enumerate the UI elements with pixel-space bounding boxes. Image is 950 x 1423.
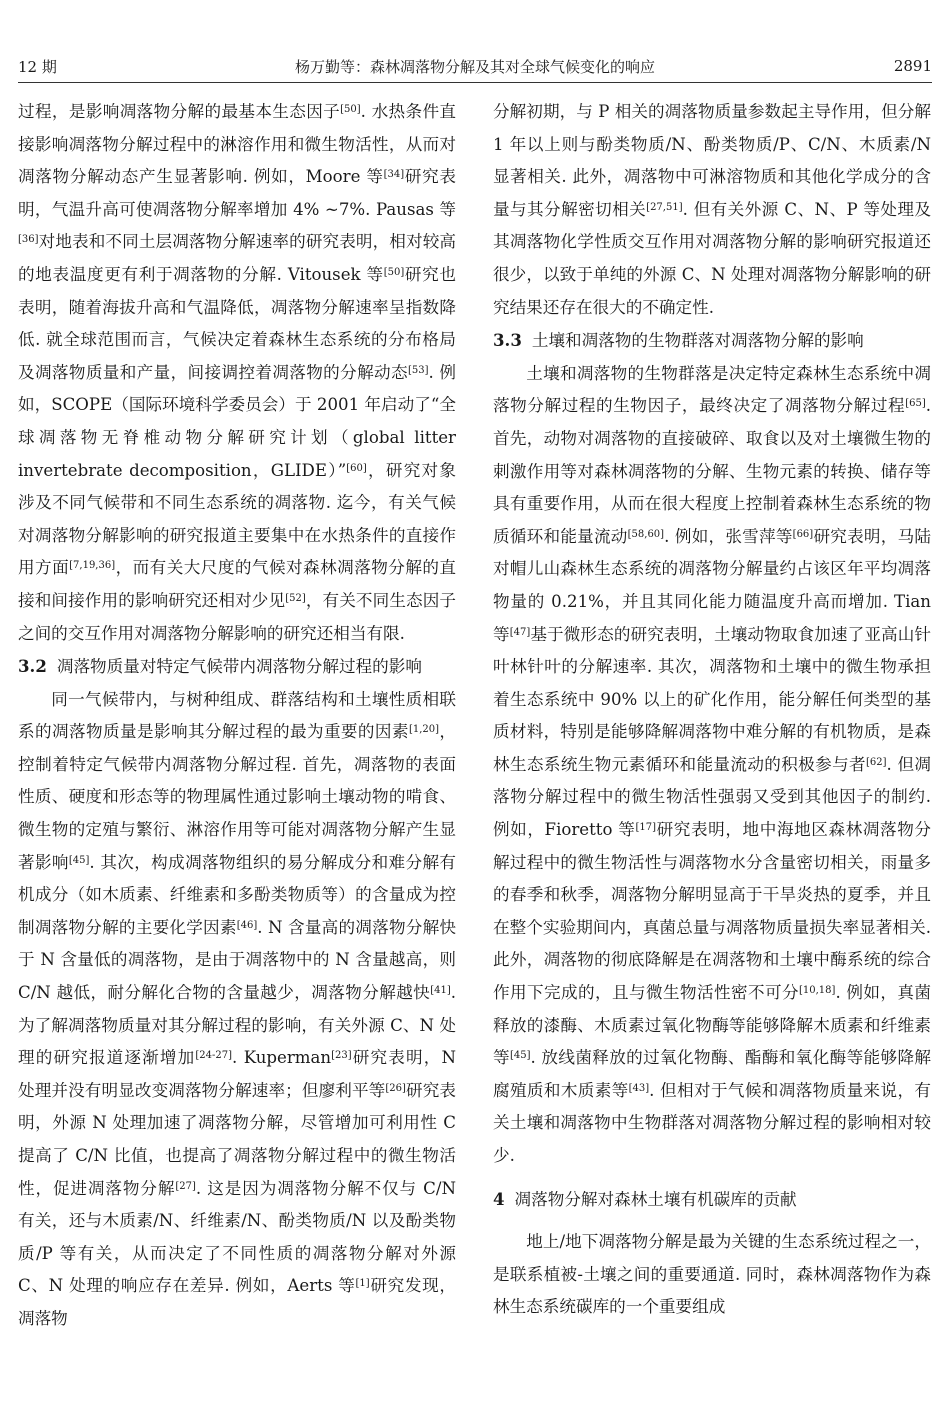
citation[interactable]: [24-27]	[195, 1050, 233, 1062]
citation[interactable]: [50]	[383, 266, 405, 278]
section-heading	[493, 324, 931, 358]
citation[interactable]: [34]	[383, 169, 405, 181]
citation[interactable]: [46]	[236, 919, 258, 931]
running-header	[18, 50, 932, 83]
citation[interactable]: [50]	[340, 104, 361, 115]
citation[interactable]: [41]	[430, 985, 451, 997]
running-title: 杨万勤等：森林凋落物分解及其对全球气候变化的响应	[294, 57, 655, 76]
citation[interactable]: [7,19,36]	[69, 560, 116, 572]
left-column	[18, 96, 456, 1336]
citation[interactable]: [26]	[385, 1082, 406, 1094]
citation[interactable]: [53]	[407, 364, 429, 376]
citation[interactable]: [36]	[18, 234, 39, 246]
section-heading	[493, 1183, 931, 1217]
citation[interactable]: [10,18]	[799, 985, 836, 997]
section-number: 4	[493, 1188, 505, 1209]
paragraph: 同一气候带内，与树种组成、群落结构和土壤性质相联系的凋落物质量是影响其分解过程的最为重要的因素[1,20]，控制着特定气候带内凋落物分解过程. 首先，凋落物的表面性质、硬度和形态等的物理属性通过影响土壤动物的啃食、微生物的定殖与繁衍、淋溶作用等可能对凋落物分解产生显著影响[45]. 其次，构成凋落物组织的易分解成分和难分解有机成分（如木质素、纤维素和多酚类物质等）的含量成为控制凋落物分解的主要化学因素[46]. N 含量高的凋落物分解快于 N 含量低的凋落物，是由于凋落物中的 N 含量越高，则 C/N 越低，耐分解化合物的含量越少，凋落物分解越快[41]. 为了解凋落物质量对其分解过程的影响，有关外源 C、N 处理的研究报道逐渐增加[24-27]. Kuperman[23]研究表明，N 处理并没有明显改变凋落物分解速率；但廖利平等[26]研究表明，外源 N 处理加速了凋落物分解，尽管增加可利用性 C 提高了 C/N 比值，也提高了凋落物分解过程中的微生物活性，促进凋落物分解[27]. 这是因为凋落物分解不仅与 C/N 有关，还与木质素/N、纤维素/N、酚类物质/N 以及酚类物质/P 等有关，从而决定了不同性质的凋落物分解对外源 C、N 处理的响应存在差异. 例如，Aerts 等[1]研究发现，凋落物	[18, 689, 457, 1328]
citation[interactable]: [47]	[509, 626, 531, 638]
section-number: 3.3	[493, 330, 522, 351]
citation[interactable]: [27,51]	[646, 201, 683, 213]
citation[interactable]: [58,60]	[627, 528, 665, 540]
page-number: 2891	[893, 57, 932, 75]
citation[interactable]: [23]	[331, 1050, 352, 1062]
section-heading	[18, 650, 456, 684]
citation[interactable]: [66]	[792, 528, 814, 540]
citation[interactable]: [52]	[285, 592, 306, 604]
issue-number: 12 期	[18, 57, 57, 76]
citation[interactable]: [60]	[346, 462, 367, 474]
citation[interactable]: [65]	[905, 398, 926, 410]
citation[interactable]: [45]	[68, 854, 90, 866]
citation[interactable]: [62]	[866, 756, 887, 768]
section-spacer	[493, 1216, 931, 1226]
right-column	[493, 96, 931, 1324]
citation[interactable]: [1,20]	[408, 724, 440, 736]
section-title: 土壤和凋落物的生物群落对凋落物分解的影响	[531, 331, 864, 351]
paragraph: 土壤和凋落物的生物群落是决定特定森林生态系统中凋落物分解过程的生物因子，最终决定了凋落物分解过程[65]. 首先，动物对凋落物的直接破碎、取食以及对土壤微生物的刺激作用等对森林凋落物的分解、生物元素的转换、储存等具有重要作用，从而在很大程度上控制着森林生态系统的物质循环和能量流动[58,60]. 例如，张雪萍等[66]研究表明，马陆对帽儿山森林生态系统的凋落物分解量约占该区年平均凋落物量的 0.21%，并且其同化能力随温度升高而增加. Tian 等[47]基于微形态的研究表明，土壤动物取食加速了亚高山针叶林针叶的分解速率. 其次，凋落物和土壤中的微生物承担着生态系统中 90% 以上的矿化作用，能分解任何类型的基质材料，特别是能够降解凋落物中难分解的有机物质，是森林生态系统生物元素循环和能量流动的积极参与者[62]. 但凋落物分解过程中的微生物活性强弱又受到其他因子的制约. 例如，Fioretto 等[17]研究表明，地中海地区森林凋落物分解过程中的微生物活性与凋落物水分含量密切相关，雨量多的春季和秋季，凋落物分解明显高于干旱炎热的夏季，并且在整个实验期间内，真菌总量与凋落物质量损失率显著相关. 此外，凋落物的彻底降解是在凋落物和土壤中酶系统的综合作用下完成的，且与微生物活性密不可分[10,18]. 例如，真菌释放的漆酶、木质素过氧化物酶等能够降解木质素和纤维素等[45]. 放线菌释放的过氧化物酶、酯酶和氧化酶等能够降解腐殖质和木质素等[43]. 但相对于气候和凋落物质量来说，有关土壤和凋落物中生物群落对凋落物分解过程的影响相对较少.	[493, 363, 932, 1165]
section-title: 凋落物分解对森林土壤有机碳库的贡献	[514, 1189, 797, 1209]
citation[interactable]: [1]	[355, 1278, 370, 1290]
section-spacer	[493, 1173, 931, 1183]
citation[interactable]: [45]	[509, 1050, 531, 1062]
section-title: 凋落物质量对特定气候带内凋落物分解过程的影响	[56, 657, 422, 677]
paragraph: 分解初期，与 P 相关的凋落物质量参数起主导作用，但分解 1 年以上则与酚类物质/N、酚类物质/P、C/N、木质素/N 显著相关. 此外，凋落物中可淋溶物质和其他化学成分的含量与其分解密切相关[27,51]. 但有关外源 C、N、P 等处理及其凋落物化学性质交互作用对凋落物分解的影响研究报道还很少，以致于单纯的外源 C、N 处理对凋落物分解影响的研究结果还存在很大的不确定性.	[493, 102, 931, 317]
paragraph: 过程，是影响凋落物分解的最基本生态因子[50]. 水热条件直接影响凋落物分解过程中的淋溶作用和微生物活性，从而对凋落物分解动态产生显著影响. 例如，Moore 等[34]研究表明，气温升高可使凋落物分解率增加 4% ~7%. Pausas 等[36]对地表和不同土层凋落物分解速率的研究表明，相对较高的地表温度更有利于凋落物的分解. Vitousek 等[50]研究也表明，随着海拔升高和气温降低，凋落物分解速率呈指数降低. 就全球范围而言，气候决定着森林生态系统的分布格局及凋落物质量和产量，间接调控着凋落物的分解动态[53]. 例如，SCOPE（国际环境科学委员会）于 2001 年启动了“全球凋落物无脊椎动物分解研究计划（global litter invertebrate decomposition，GLIDE）”[60]，研究对象涉及不同气候带和不同生态系统的凋落物. 迄今，有关气候对凋落物分解影响的研究报道主要集中在水热条件的直接作用方面[7,19,36]，而有关大尺度的气候对森林凋落物分解的直接和间接作用的影响研究还相对少见[52]，有关不同生态因子之间的交互作用对凋落物分解影响的研究还相当有限.	[18, 102, 457, 643]
citation[interactable]: [17]	[635, 822, 657, 834]
paragraph: 地上/地下凋落物分解是最为关键的生态系统过程之一，是联系植被-土壤之间的重要通道. 同时，森林凋落物作为森林生态系统碳库的一个重要组成	[493, 1232, 931, 1317]
citation[interactable]: [27]	[175, 1180, 196, 1192]
citation[interactable]: [43]	[628, 1082, 650, 1094]
section-number: 3.2	[18, 656, 47, 677]
